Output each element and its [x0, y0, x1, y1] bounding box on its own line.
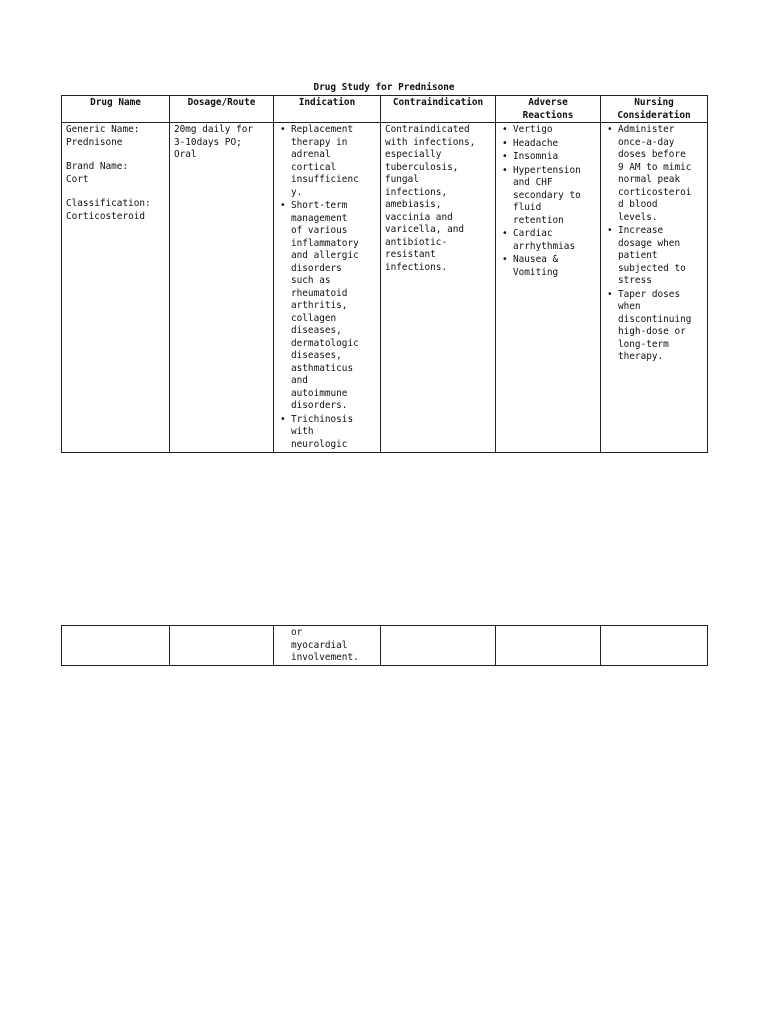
- list-item: • Insomnia: [513, 151, 596, 164]
- list-item: • Short-term management of various inflammatory and allergic disorders such as rheumatoid arthritis, collagen diseases, dermatologic diseases, asthmaticus and autoimmune disorders.: [291, 200, 376, 413]
- continuation-drug-name-cell: [62, 626, 170, 666]
- continuation-adverse-cell: [496, 626, 601, 666]
- table-header-row: [62, 96, 708, 123]
- continuation-contraindication-cell: [381, 626, 496, 666]
- list-item: • Trichinosis with neurologic: [291, 414, 376, 452]
- list-item: • Taper doses when discontinuing high-dose or long-term therapy.: [618, 289, 703, 364]
- header-contraindication: Contraindication: [381, 96, 496, 123]
- generic-name-label: Generic Name:: [66, 124, 140, 135]
- adverse-reactions-cell: [496, 123, 601, 453]
- list-item: • Hypertension and CHF secondary to fluid retention: [513, 165, 596, 228]
- document-title: Drug Study for Prednisone: [313, 82, 455, 93]
- list-item: • Increase dosage when patient subjected to stress: [618, 225, 703, 288]
- list-item: • Nausea & Vomiting: [513, 254, 596, 279]
- header-dosage-route: Dosage/Route: [170, 96, 274, 123]
- nursing-consideration-cell: [601, 123, 708, 453]
- header-indication: Indication: [274, 96, 381, 123]
- list-item: • Cardiac arrhythmias: [513, 228, 596, 253]
- indication-list: [278, 124, 376, 451]
- header-nursing-consideration: Nursing Consideration: [601, 96, 708, 123]
- brand-name-value: Cort: [66, 173, 89, 185]
- continuation-dosage-cell: [170, 626, 274, 666]
- list-item: • Replacement therapy in adrenal cortical insufficienc y.: [291, 124, 376, 199]
- classification-value: Corticosteroid: [66, 210, 146, 222]
- drug-name-cell: [62, 123, 170, 453]
- header-drug-name: Drug Name: [62, 96, 170, 123]
- list-item: • Headache: [513, 138, 596, 151]
- list-item: • Administer once-a-day doses before 9 AM to mimic normal peak corticosteroi d blood levels.: [618, 124, 703, 224]
- brand-name-label: Brand Name:: [66, 161, 129, 172]
- continuation-table: [61, 625, 708, 666]
- header-adverse-reactions: Adverse Reactions: [496, 96, 601, 123]
- continuation-nursing-cell: [601, 626, 708, 666]
- classification-label: Classification:: [66, 198, 151, 209]
- table-row: [62, 626, 708, 666]
- dosage-route-cell: 20mg daily for 3-10days PO; Oral: [170, 123, 274, 453]
- list-item: • Vertigo: [513, 124, 596, 137]
- indication-cell: [274, 123, 381, 453]
- drug-study-table: [61, 95, 708, 453]
- table-row: [62, 123, 708, 453]
- generic-name-value: Prednisone: [66, 136, 123, 148]
- contraindication-cell: Contraindicated with infections, especially tuberculosis, fungal infections, amebiasis, vaccinia and varicella, and antibiotic- resistant infections.: [381, 123, 496, 453]
- nursing-consideration-list: [605, 124, 703, 364]
- continuation-indication-cell: or myocardial involvement.: [274, 626, 381, 666]
- adverse-reactions-list: [500, 124, 596, 279]
